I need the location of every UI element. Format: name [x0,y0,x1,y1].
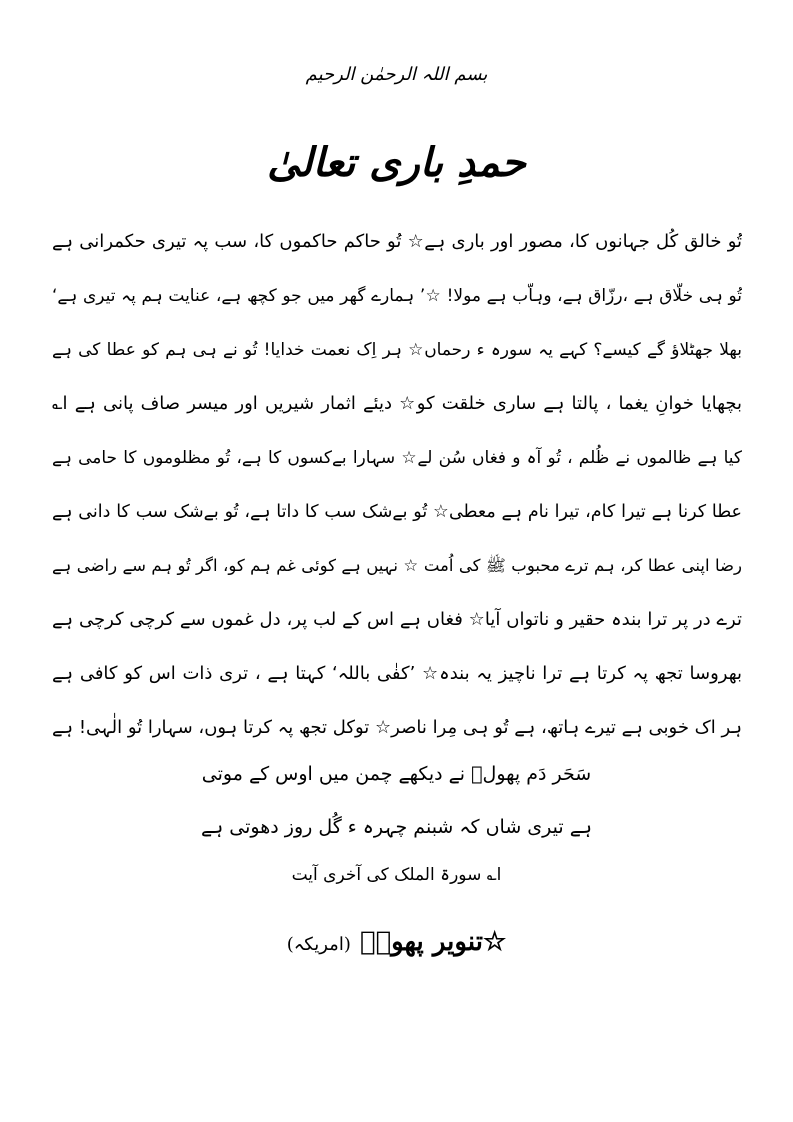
verse-line: بچھایا خوانِ یغما ، پالتا ہے ساری خلقت کو☆ دیئے اثمار شیریں اور میسر صاف پانی ہے ا؎ [52,393,742,414]
page-title: حمدِ باری تعالیٰ [267,139,526,186]
verse-line: بھلا جھٹلاؤ گے کیسے؟ کہے یہ سورہ ء رحماں☆ ہر اِک نعمت خدایا! تُو نے ہی ہم کو عطا کی ہے [52,340,742,360]
star-icon: ☆ [482,927,507,957]
verse-line: رضا اپنی عطا کر، ہم ترے محبوب ﷺ کی اُمت ☆ نہیں ہے کوئی غم ہم کو، اگر تُو ہم سے راضی ہے [52,556,742,575]
verse-line: تُو خالق کُل جہانوں کا، مصور اور باری ہے☆ تُو حاکم حاکموں کا، سب پہ تیری حکمرانی ہے [52,231,742,252]
verse-line: بھروسا تجھ پہ کرتا ہے ترا ناچیز یہ بندہ☆ ’کفٰی باللہ‘ کہتا ہے ، تری ذات اس کو کافی ہے [52,663,742,684]
poem-verses [52,215,742,755]
poet-location: (امریکہ) [286,934,351,955]
footnote: ا؎ سورۃ الملک کی آخری آیت [291,865,502,885]
closing-couplet-line-1: سَحَر دَم پھولؔ نے دیکھے چمن میں اوس کے موتی [201,763,592,785]
verse-line: ہر اک خوبی ہے تیرے ہاتھ، ہے تُو ہی مِرا ناصر☆ توکل تجھ پہ کرتا ہوں، سہارا تُو الٰہی! ہے [52,717,742,738]
verse-line: کیا ہے ظالموں نے ظُلم ، تُو آہ و فغاں سُن لے☆ سہارا بےکسوں کا ہے، تُو مظلوموں کا حامی ہے [52,448,742,468]
poet-signature [0,922,793,965]
verse-line: تُو ہی خلّاق ہے ،رزّاق ہے، وہاّب ہے مولا! ☆’ ہمارے گھر میں جو کچھ ہے، عنایت ہم پہ تیری ہے‘ [52,286,742,306]
bismillah-heading: بسم اللہ الرحمٰن الرحیم [305,64,488,85]
verse-line: عطا کرنا ہے تیرا کام، تیرا نام ہے معطی☆ تُو بےشک سب کا داتا ہے، تُو بےشک سب کا دانی ہے [52,502,742,522]
closing-couplet-line-2: ہے تیری شاں کہ شبنم چہرہ ء گُل روز دھوتی ہے [201,816,592,838]
poet-name: تنویر پھولؔ [359,927,483,957]
verse-line: ترے در پر ترا بندہ حقیر و ناتواں آیا☆ فغاں ہے اس کے لب پر، دل غموں سے کرچی کرچی ہے [52,609,742,630]
